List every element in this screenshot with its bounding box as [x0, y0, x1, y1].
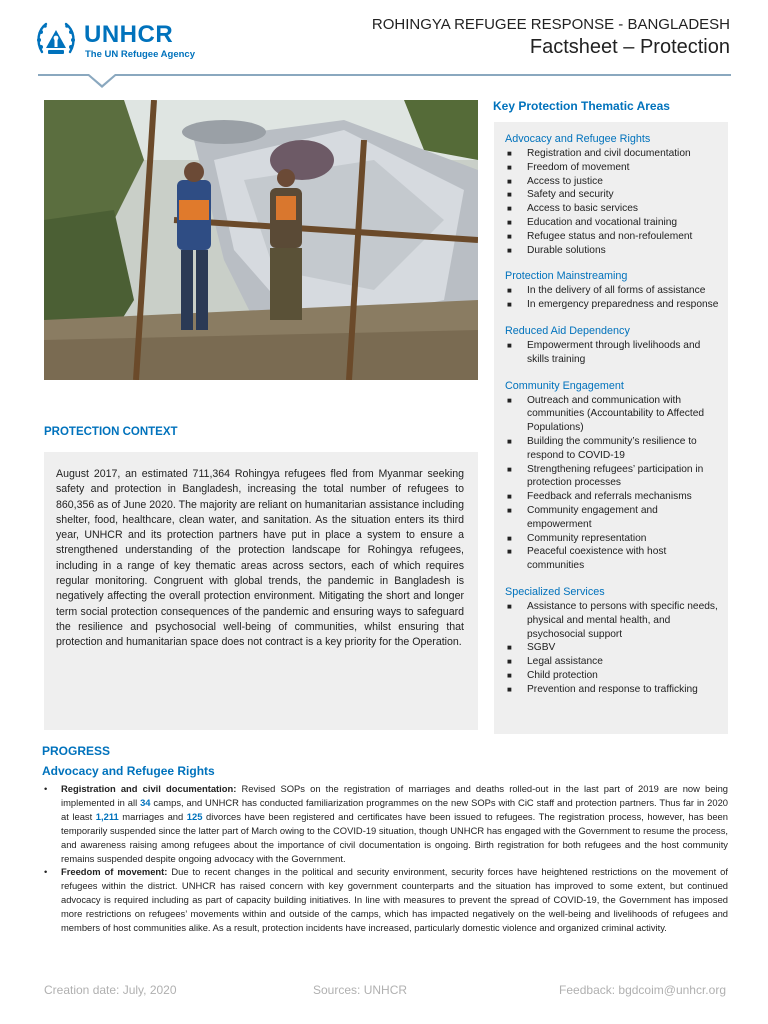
list-item [505, 683, 720, 697]
progress-item-text: divorces have been registered and certificates have been issued to refugees. The registration process, however, has been temporarily suspended since the latter part of March owing to the COVID-19 situation, though UNHCR has engaged with the Government to resume the process, and awareness raising among refugees about the importance of civil documentation is ongoing. Birth registration for both refugees and the host community remains suspended despite ongoing advocacy with the Government. [61, 810, 729, 864]
key-areas-panel [494, 122, 728, 734]
document-header [372, 16, 730, 60]
footer-feedback: Feedback: bgdcoim@unhcr.org [559, 983, 726, 997]
key-area-section [505, 585, 720, 697]
field-photo-illustration [44, 100, 478, 380]
list-item [505, 490, 720, 504]
list-item-text: Access to basic services [527, 203, 638, 215]
list-item [505, 188, 720, 202]
progress-item-text: camps, and UNHCR has conducted familiarization programmes on the new SOPs with CiC staff and protection partners. Thus far in 2020 at least [61, 796, 729, 822]
list-item [505, 463, 720, 491]
key-area-title: Community Engagement [505, 379, 624, 392]
logo-wordmark: UNHCR [84, 21, 174, 48]
unhcr-emblem-icon [34, 18, 78, 62]
key-area-section [505, 132, 720, 257]
progress-item-text: Due to recent changes in the political and security environment, security forces have heightened restrictions on the movement of refugees within the district. UNHCR has raised concern with key government counterparts and the situation has improved to some extent, but continued advocacy is required including as part of capacity building initiatives. In line with measures to prevent the spread of COVID-19, the Government has imposed more restrictions on refugees’ movements within and outside of the camps, which has impacted negatively on the well-being and livelihoods of refugees and members of host communities alike. As a result, protection incidents have increased, particularly domestic violence and organized criminal activity. [61, 866, 728, 934]
bullet-icon: ■ [507, 670, 512, 680]
list-item-text: Refugee status and non-refoulement [527, 230, 693, 242]
key-area-section [505, 379, 720, 573]
list-item-text: In emergency preparedness and response [527, 299, 719, 311]
progress-list [42, 782, 728, 935]
bullet-icon: ■ [507, 217, 512, 227]
bullet-icon: ■ [507, 162, 512, 172]
bullet-icon: ■ [507, 601, 512, 611]
progress-item-lead: Registration and civil documentation: [61, 783, 237, 794]
bullet-icon: • [44, 783, 48, 794]
list-item-text: Community representation [527, 532, 647, 544]
bullet-icon: ■ [507, 547, 512, 557]
list-item-text: Access to justice [527, 175, 603, 187]
list-item [505, 284, 720, 298]
camp-count: 34 [140, 796, 151, 808]
bullet-icon: ■ [507, 533, 512, 543]
header-divider-notch-inner [89, 74, 115, 85]
list-item [505, 202, 720, 216]
protection-context-panel [44, 452, 478, 730]
bullet-icon: ■ [507, 464, 512, 474]
list-item [505, 175, 720, 189]
bullet-icon: ■ [507, 300, 512, 310]
list-item-text: Empowerment through livelihoods and skills training [527, 339, 701, 365]
list-item-text: Peaceful coexistence with host communities [527, 546, 667, 572]
bullet-icon: ■ [507, 492, 512, 502]
progress-item [42, 865, 728, 935]
unhcr-logo [34, 18, 204, 62]
key-area-title: Specialized Services [505, 585, 605, 598]
list-item [505, 545, 720, 573]
bullet-icon: ■ [507, 231, 512, 241]
list-item [505, 655, 720, 669]
bullet-icon: ■ [507, 190, 512, 200]
bullet-icon: ■ [507, 245, 512, 255]
key-area-list [505, 147, 720, 257]
list-item-text: Prevention and response to trafficking [527, 683, 698, 695]
list-item [505, 435, 720, 463]
key-area-list [505, 339, 720, 367]
list-item-text: Building the community’s resilience to respond to COVID-19 [527, 435, 697, 461]
progress-item-lead: Freedom of movement: [61, 866, 168, 878]
bullet-icon: ■ [507, 643, 512, 653]
list-item-text: In the delivery of all forms of assistance [527, 285, 706, 297]
field-photo [44, 100, 478, 380]
list-item-text: SGBV [527, 642, 556, 654]
list-item [505, 532, 720, 546]
key-area-title: Reduced Aid Dependency [505, 324, 630, 337]
bullet-icon: ■ [507, 395, 512, 405]
key-areas-heading: Key Protection Thematic Areas [493, 99, 670, 113]
list-item [505, 339, 720, 367]
list-item-text: Education and vocational training [527, 216, 678, 228]
bullet-icon: ■ [507, 505, 512, 515]
key-area-list [505, 394, 720, 573]
list-item-text: Registration and civil documentation [527, 148, 691, 159]
list-item [505, 298, 720, 312]
logo-tagline: The UN Refugee Agency [85, 49, 195, 60]
bullet-icon: ■ [507, 340, 512, 350]
progress-heading: PROGRESS [42, 744, 111, 758]
list-item [505, 161, 720, 175]
key-area-title: Protection Mainstreaming [505, 270, 628, 283]
progress-item [42, 782, 728, 865]
list-item [505, 669, 720, 683]
key-area-title: Advocacy and Refugee Rights [505, 133, 651, 145]
protection-context-heading: PROTECTION CONTEXT [44, 426, 178, 438]
protection-context-text: August 2017, an estimated 711,364 Rohingya refugees fled from Myanmar seeking safety and protection in Bangladesh, increasing the total number of refugees to 860,356 as of June 2020. The majority are reliant on humanitarian assistance including shelter, food, healthcare, clean water, and sanitation. As the situation enters its third year, UNHCR and its protection partners have put in place a system to ensure a strengthened understanding of the protection landscape for Rohingya refugees, including in a range of key thematic areas across sectors, each of which requires regular monitoring. Congruent with global trends, the pandemic in Bangladesh is negatively affecting the overall protection environment. Mitigating the short and longer term social protection consequences of the pandemic and ensuring ways to safeguard the resilience and psychosocial well-being of communities, whilst ensuring that protection and humanitarian space does not contract is a key priority for the Operation. [56, 468, 464, 649]
key-area-list [505, 600, 720, 697]
list-item-text: Feedback and referrals mechanisms [527, 491, 692, 503]
header-divider [38, 74, 731, 76]
footer-sources: Sources: UNHCR [313, 983, 408, 997]
progress-item-text: Revised SOPs on the registration of marriages and deaths rolled-out in the last part of 2019 are now being implemented in all [61, 783, 728, 808]
bullet-icon: • [44, 866, 48, 878]
list-item [505, 230, 720, 244]
list-item-text: Freedom of movement [527, 161, 630, 173]
list-item-text: Outreach and communication with communities (Accountability to Affected Populations) [527, 394, 705, 434]
divorce-count: 125 [186, 810, 203, 822]
list-item [505, 244, 720, 258]
list-item [505, 147, 720, 161]
list-item-text: Safety and security [527, 189, 614, 201]
key-area-list [505, 284, 720, 312]
bullet-icon: ■ [507, 436, 512, 446]
list-item-text: Community engagement and empowerment [527, 504, 658, 530]
list-item [505, 394, 720, 435]
list-item-text: Durable solutions [527, 244, 606, 256]
list-item [505, 504, 720, 532]
bullet-icon: ■ [507, 176, 512, 186]
list-item-text: Child protection [527, 669, 598, 681]
progress-item-text: marriages and [118, 810, 187, 822]
list-item [505, 600, 720, 641]
bullet-icon: ■ [507, 286, 512, 296]
bullet-icon: ■ [507, 684, 512, 694]
progress-subheading: Advocacy and Refugee Rights [42, 764, 215, 778]
list-item [505, 216, 720, 230]
bullet-icon: ■ [507, 149, 512, 158]
list-item-text: Strengthening refugees’ participation in protection processes [527, 463, 704, 489]
list-item-text: Legal assistance [527, 656, 603, 668]
bullet-icon: ■ [507, 204, 512, 214]
list-item-text: Assistance to persons with specific needs, physical and mental health, and psychosocial support [527, 600, 718, 640]
key-area-section [505, 269, 720, 312]
list-item [505, 641, 720, 655]
document-subtitle: Factsheet – Protection [529, 36, 730, 58]
bullet-icon: ■ [507, 657, 512, 667]
key-area-section [505, 324, 720, 367]
marriage-count: 1,211 [95, 810, 119, 822]
document-title: ROHINGYA REFUGEE RESPONSE - BANGLADESH [371, 16, 730, 33]
footer-creation-date: Creation date: July, 2020 [44, 983, 177, 997]
